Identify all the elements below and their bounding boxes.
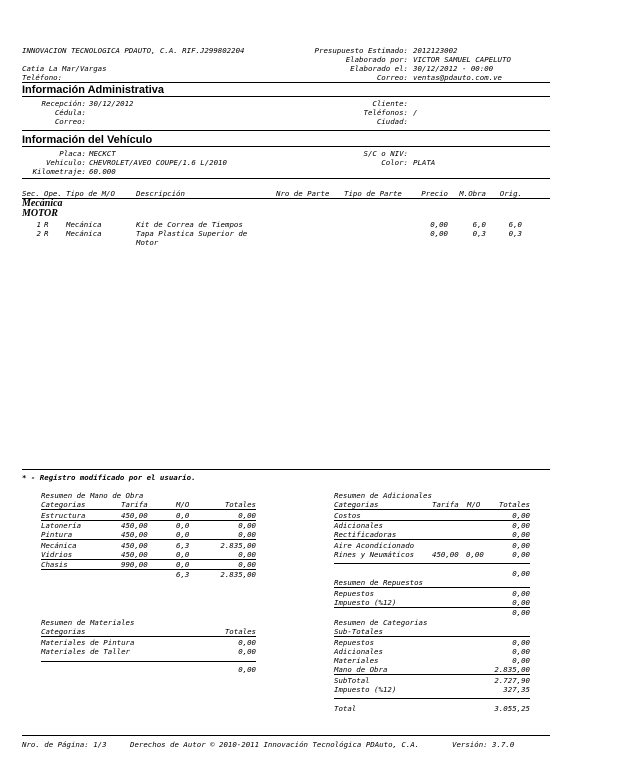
divider (334, 674, 530, 675)
cedula-label: Cédula: (54, 108, 86, 117)
divider (41, 509, 256, 510)
parts-total: 0,00 (512, 589, 530, 598)
labor-summary-title: Resumen de Mano de Obra (41, 491, 144, 500)
labor-total: 0,00 (238, 521, 256, 530)
category-name: Impuesto (%12) (334, 685, 397, 694)
additional-summary-title: Resumen de Adicionales (334, 491, 432, 500)
labor-category: Estructura (41, 511, 86, 520)
row-description-cont: Motor (136, 238, 159, 247)
vin-label: S/C o NIV: (363, 149, 408, 158)
client-label: Cliente: (372, 99, 408, 108)
materials-col-category: Categorias (41, 627, 86, 636)
company-name: INNOVACION TECNOLOGICA PDAUTO, C.A. RIF.J299802204 (22, 46, 245, 55)
plate-label: Placa: (59, 149, 86, 158)
divider (22, 735, 550, 736)
page-number: Nro. de Página: 1/3 (22, 740, 107, 749)
labor-mo: 0,0 (176, 511, 190, 520)
company-mail-value: ventas@pdauto.com.ve (413, 73, 502, 82)
modified-note: * - Registro modificado por el usuario. (22, 473, 196, 482)
divider (22, 469, 550, 470)
color-value: PLATA (413, 158, 436, 167)
row-sec: 1 (36, 220, 41, 229)
labor-col-total: Totales (224, 500, 256, 509)
version-text: Versión: 3.7.0 (452, 740, 515, 749)
category-total: 2.727,90 (494, 676, 530, 685)
additional-total: 0,00 (512, 511, 530, 520)
labor-mo: 0,0 (176, 560, 190, 569)
labor-total: 2.835,00 (220, 541, 256, 550)
labor-grand-total: 2.835,00 (220, 570, 256, 579)
materials-col-total: Totales (224, 627, 256, 636)
labor-total: 0,00 (238, 530, 256, 539)
parts-summary-title: Resumen de Repuestos (334, 578, 423, 587)
category-name: Materiales (334, 656, 379, 665)
parts-category: Impuesto (%12) (334, 598, 397, 607)
divider (334, 539, 530, 540)
prepared-on-label: Elaborado el: (350, 64, 408, 73)
materials-summary-title: Resumen de Materiales (41, 618, 135, 627)
parts-total: 0,00 (512, 598, 530, 607)
divider (22, 130, 550, 131)
client-phones-label: Teléfonos: (363, 108, 408, 117)
labor-category: Mecánica (41, 541, 77, 550)
row-price: 0,00 (430, 220, 448, 229)
divider (22, 96, 550, 97)
divider (334, 563, 530, 564)
category-name: SubTotal (334, 676, 370, 685)
vehicle-model-value: CHEVROLET/AVEO COUPE/1.6 L/2010 (89, 158, 227, 167)
row-sec: 2 (36, 229, 41, 238)
company-address: Catia La Mar/Vargas (22, 64, 107, 73)
additional-category: Rines y Neumáticos (334, 550, 415, 559)
labor-category: Latonería (41, 521, 82, 530)
mileage-label: Kilometraje: (32, 167, 86, 176)
col-original: Orig. (499, 189, 522, 198)
divider (22, 198, 550, 199)
labor-mo: 6,3 (176, 541, 190, 550)
divider (22, 178, 550, 179)
labor-category: Pintura (41, 530, 73, 539)
category-name: Total (334, 704, 357, 713)
additional-total: 0,00 (512, 530, 530, 539)
category-total: 2.835,00 (494, 665, 530, 674)
materials-category: Materiales de Pintura (41, 638, 135, 647)
category-total: 3.055,25 (494, 704, 530, 713)
budget-number: 2012123002 (413, 46, 458, 55)
budget-label: Presupuesto Estimado: (314, 46, 408, 55)
category-summary-title: Resumen de Categorias (334, 618, 428, 627)
labor-rate: 990,00 (121, 560, 148, 569)
divider (41, 559, 256, 560)
category-total: 0,00 (512, 656, 530, 665)
additional-total: 0,00 (512, 541, 530, 550)
divider (334, 509, 530, 510)
additional-category: Costos (334, 511, 361, 520)
row-labor: 0,3 (472, 229, 486, 238)
col-ope: Ope. (44, 189, 62, 198)
col-description: Descripción (136, 189, 185, 198)
row-labor: 6,0 (472, 220, 486, 229)
labor-mo: 0,0 (176, 521, 190, 530)
client-mail-label: Correo: (54, 117, 86, 126)
admin-section-title: Información Administrativa (22, 84, 165, 96)
labor-rate: 450,00 (121, 541, 148, 550)
divider (334, 587, 530, 588)
row-ope: R (44, 229, 49, 238)
labor-category: Chasis (41, 560, 68, 569)
materials-category: Materiales de Taller (41, 647, 130, 656)
labor-rate: 450,00 (121, 521, 148, 530)
labor-col-rate: Tarifa (121, 500, 148, 509)
divider (41, 636, 256, 637)
additional-mo: 0,00 (466, 550, 484, 559)
prepared-by-label: Elaborado por: (345, 55, 408, 64)
category-total: 0,00 (512, 647, 530, 656)
vehicle-model-label: Vehiculo: (45, 158, 86, 167)
additional-total: 0,00 (512, 550, 530, 559)
row-labor-type: Mecánica (66, 229, 102, 238)
company-mail-label: Correo: (376, 73, 408, 82)
labor-total: 0,00 (238, 511, 256, 520)
col-sec: Sec. (22, 189, 40, 198)
labor-rate: 450,00 (121, 530, 148, 539)
labor-rate: 450,00 (121, 550, 148, 559)
labor-total: 0,00 (238, 550, 256, 559)
labor-total: 0,00 (238, 560, 256, 569)
divider (41, 661, 256, 662)
col-labor-type: Tipo de M/O (66, 189, 115, 198)
additional-category: Aire Acondicionado (334, 541, 415, 550)
company-phone-label: Teléfono: (22, 73, 63, 82)
reception-value: 30/12/2012 (89, 99, 134, 108)
additional-rate: 450,00 (432, 550, 459, 559)
additional-category: Adicionales (334, 521, 383, 530)
row-original: 0,3 (508, 229, 522, 238)
col-labor: M.Obra (459, 189, 486, 198)
materials-grand-total: 0,00 (238, 665, 256, 674)
category-summary-subtitle: Sub-Totales (334, 627, 383, 636)
labor-col-mo: M/O (176, 500, 190, 509)
additional-col-total: Totales (498, 500, 530, 509)
materials-total: 0,00 (238, 647, 256, 656)
reception-label: Recepción: (41, 99, 86, 108)
category-name: Mano de Obra (334, 665, 388, 674)
category-total: 327,35 (503, 685, 530, 694)
row-description: Tapa Plastica Superior de (136, 229, 248, 238)
divider (41, 539, 256, 540)
labor-total-mo: 6,3 (176, 570, 190, 579)
color-label: Color: (381, 158, 408, 167)
divider (22, 146, 550, 147)
labor-mo: 0,0 (176, 550, 190, 559)
divider (334, 636, 530, 637)
parts-category: Repuestos (334, 589, 375, 598)
client-city-label: Ciudad: (376, 117, 408, 126)
additional-grand-total: 0,00 (512, 569, 530, 578)
row-labor-type: Mecánica (66, 220, 102, 229)
client-phones-value: / (413, 108, 418, 117)
additional-col-rate: Tarifa (432, 500, 459, 509)
row-original: 6,0 (508, 220, 522, 229)
labor-rate: 450,00 (121, 511, 148, 520)
additional-col-mo: M/O (467, 500, 481, 509)
subgroup-title: MOTOR (22, 208, 58, 219)
category-total: 0,00 (512, 638, 530, 647)
row-ope: R (44, 220, 49, 229)
row-price: 0,00 (430, 229, 448, 238)
category-name: Adicionales (334, 647, 383, 656)
row-description: Kit de Correa de Tiempos (136, 220, 243, 229)
additional-col-category: Categorias (334, 500, 379, 509)
vehicle-section-title: Información del Vehículo (22, 134, 153, 146)
labor-col-category: Categorias (41, 500, 86, 509)
additional-category: Rectificadoras (334, 530, 397, 539)
group-title: Mecánica (22, 198, 63, 209)
mileage-value: 60.000 (89, 167, 116, 176)
col-part-number: Nro de Parte (276, 189, 330, 198)
col-part-type: Tipo de Parte (344, 189, 402, 198)
additional-total: 0,00 (512, 521, 530, 530)
col-price: Precio (421, 189, 448, 198)
copyright-text: Derechos de Autor © 2010-2011 Innovación Tecnológica PDAuto, C.A. (130, 740, 420, 749)
plate-value: MECKCT (89, 149, 116, 158)
parts-grand-total: 0,00 (512, 608, 530, 617)
labor-category: Vidrios (41, 550, 73, 559)
category-name: Repuestos (334, 638, 375, 647)
divider (334, 698, 530, 699)
prepared-on-value: 30/12/2012 - 00:00 (413, 64, 494, 73)
prepared-by-value: VICTOR SAMUEL CAPELUTO (413, 55, 511, 64)
materials-total: 0,00 (238, 638, 256, 647)
divider (22, 82, 550, 83)
divider (334, 607, 530, 608)
labor-mo: 0,0 (176, 530, 190, 539)
